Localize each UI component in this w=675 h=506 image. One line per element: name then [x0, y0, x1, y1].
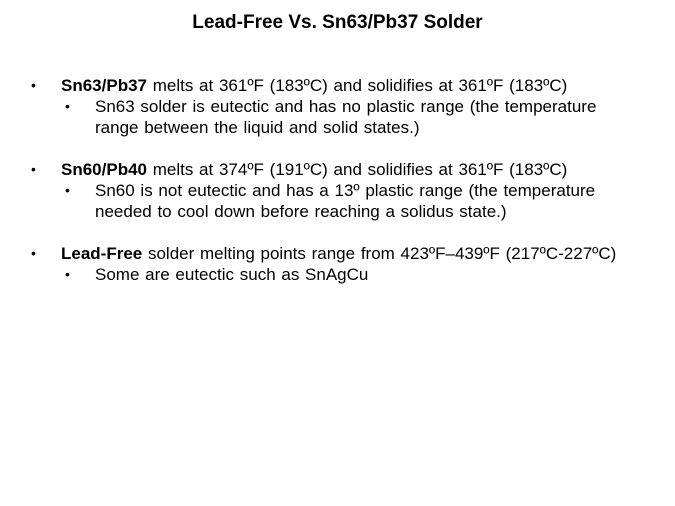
- bullet-list: [30, 75, 640, 285]
- sub-bullet-text: Sn60 is not eutectic and has a 13º plastic range (the temperature needed to cool down before reaching a solidus state.): [95, 181, 596, 221]
- bullet-icon: •: [31, 161, 36, 177]
- sub-bullet-icon: •: [65, 182, 70, 198]
- bullet-text: melts at 361ºF (183ºC) and solidifies at 361ºF (183ºC): [147, 76, 568, 95]
- sub-bullet-icon: •: [65, 98, 70, 114]
- sub-bullet-item: [61, 180, 640, 222]
- bullet-item-sn60: [30, 159, 640, 222]
- bullet-icon: •: [31, 77, 36, 93]
- sub-bullet-text: Some are eutectic such as SnAgCu: [95, 265, 369, 284]
- sub-bullet-text: Sn63 solder is eutectic and has no plastic range (the temperature range between the liquid and solid states.): [95, 97, 597, 137]
- sub-bullet-icon: •: [65, 266, 70, 282]
- bullet-icon: •: [31, 245, 36, 261]
- bullet-text: melts at 374ºF (191ºC) and solidifies at 361ºF (183ºC): [147, 160, 568, 179]
- bullet-lead: Lead-Free: [61, 244, 143, 263]
- bullet-item-sn63: [30, 75, 640, 138]
- bullet-lead: Sn60/Pb40: [61, 160, 147, 179]
- sub-bullet-item: [61, 96, 640, 138]
- bullet-item-lead-free: [30, 243, 640, 285]
- bullet-text: solder melting points range from 423ºF–439ºF (217ºC-227ºC): [142, 244, 617, 263]
- sub-bullet-item: [61, 264, 640, 285]
- slide-title: Lead-Free Vs. Sn63/Pb37 Solder: [192, 12, 483, 33]
- bullet-lead: Sn63/Pb37: [61, 76, 147, 95]
